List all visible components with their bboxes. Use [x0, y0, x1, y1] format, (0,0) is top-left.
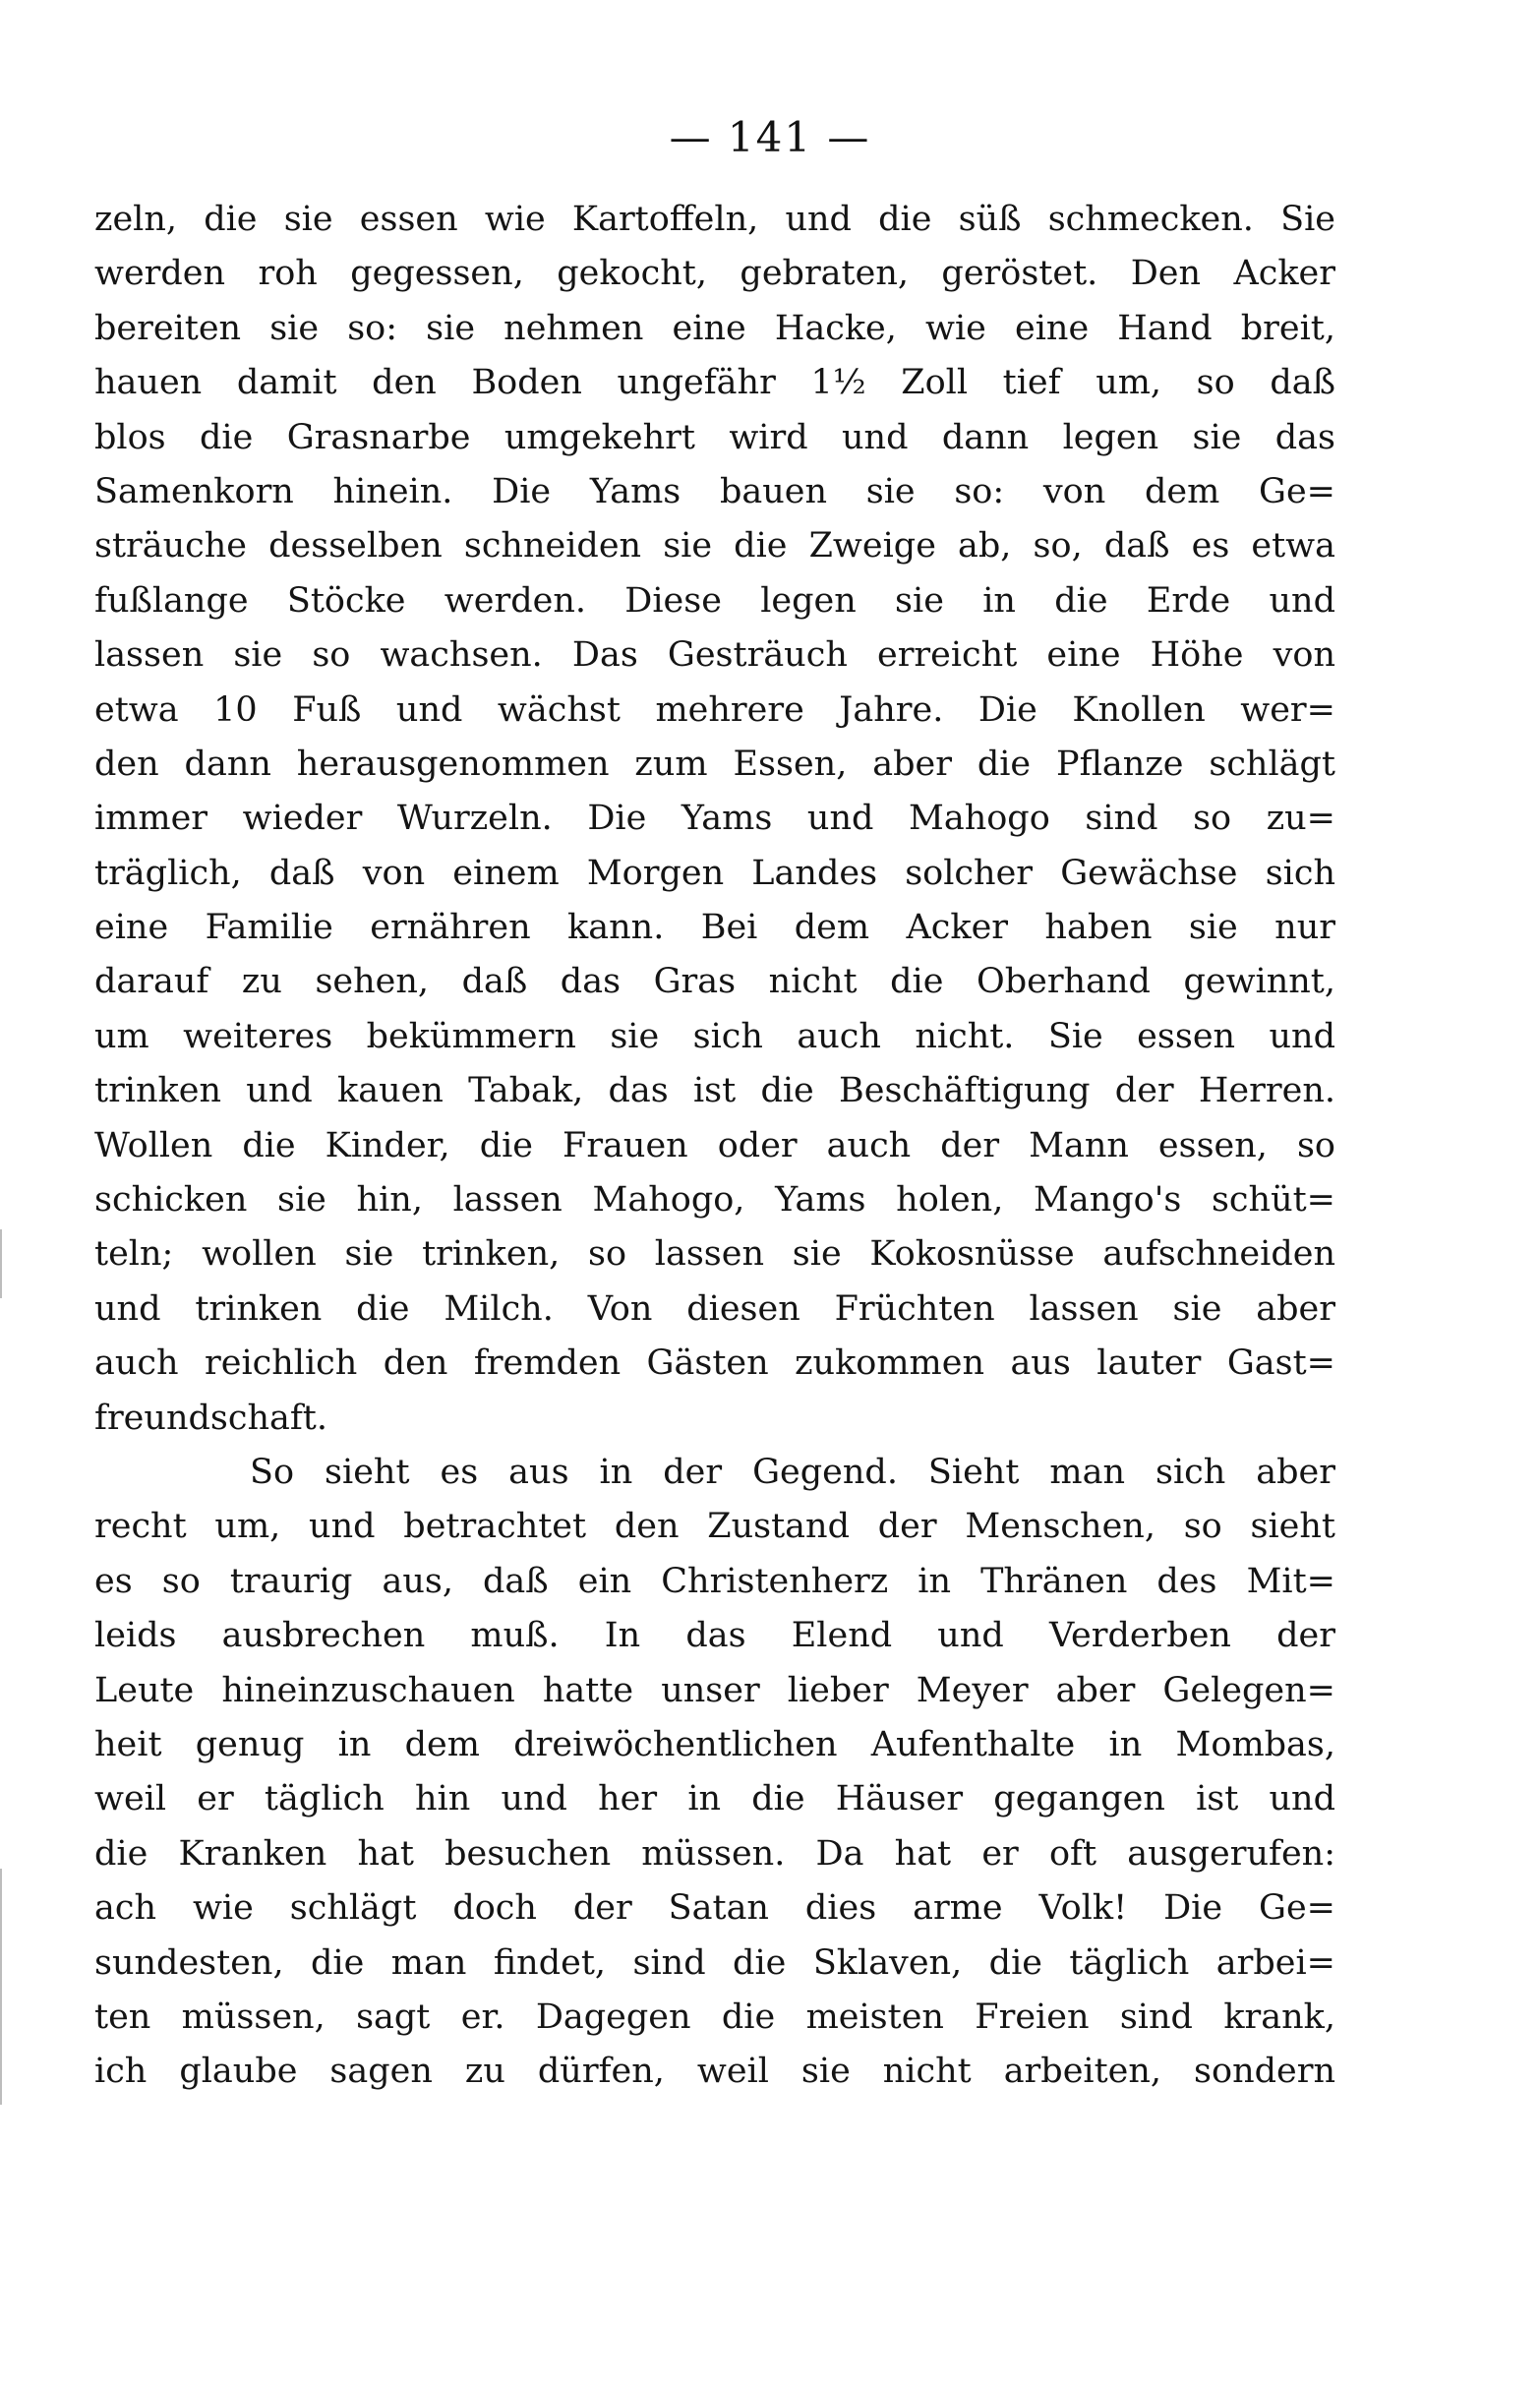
text-line: und trinken die Milch. Von diesen Früchten lassen sie aber — [94, 1288, 1335, 1329]
text-line: leids ausbrechen muß. In das Elend und Verderben der — [94, 1616, 1335, 1656]
text-line: sundesten, die man findet, sind die Sklaven, die täglich arbei= — [94, 1942, 1335, 1983]
text-line: fußlange Stöcke werden. Diese legen sie in die Erde und — [94, 580, 1335, 621]
text-line: freundschaft. — [94, 1398, 328, 1438]
text-line: trinken und kauen Tabak, das ist die Beschäftigung der Herren. — [94, 1071, 1335, 1111]
text-line: bereiten sie so: sie nehmen eine Hacke, wie eine Hand breit, — [94, 308, 1335, 348]
page-edge-mark — [0, 1869, 2, 2105]
text-line: die Kranken hat besuchen müssen. Da hat er oft ausgerufen: — [94, 1833, 1335, 1874]
text-line: Samenkorn hinein. Die Yams bauen sie so: von dem Ge= — [94, 471, 1335, 511]
page-edge-mark — [0, 1229, 2, 1298]
text-line: ich glaube sagen zu dürfen, weil sie nicht arbeiten, sondern — [94, 2052, 1335, 2092]
text-line: zeln, die sie essen wie Kartoffeln, und die süß schmecken. Sie — [94, 200, 1335, 239]
text-line: schicken sie hin, lassen Mahogo, Yams holen, Mango's schüt= — [94, 1180, 1335, 1221]
text-line: blos die Grasnarbe umgekehrt wird und dann legen sie das — [94, 417, 1335, 457]
text-line: lassen sie so wachsen. Das Gesträuch erreicht eine Höhe von — [94, 635, 1335, 676]
text-line: recht um, und betrachtet den Zustand der Menschen, so sieht — [94, 1507, 1335, 1547]
text-line: immer wieder Wurzeln. Die Yams und Mahogo sind so zu= — [94, 799, 1335, 839]
text-line: ach wie schlägt doch der Satan dies arme Volk! Die Ge= — [94, 1888, 1335, 1929]
text-line: eine Familie ernähren kann. Bei dem Acker haben sie nur — [94, 908, 1335, 948]
text-line: ten müssen, sagt er. Dagegen die meisten Freien sind krank, — [94, 1997, 1335, 2037]
text-line: auch reichlich den fremden Gästen zukommen aus lauter Gast= — [94, 1343, 1335, 1384]
text-line: träglich, daß von einem Morgen Landes solcher Gewächse sich — [94, 853, 1335, 893]
text-line: hauen damit den Boden ungefähr 1½ Zoll tief um, so daß — [94, 363, 1335, 403]
text-line: teln; wollen sie trinken, so lassen sie Kokosnüsse aufschneiden — [94, 1234, 1335, 1275]
text-line: Wollen die Kinder, die Frauen oder auch der Mann essen, so — [94, 1125, 1335, 1165]
text-line: etwa 10 Fuß und wächst mehrere Jahre. Die Knollen wer= — [94, 689, 1335, 730]
text-line: So sieht es aus in der Gegend. Sieht man sich aber — [250, 1452, 1335, 1492]
text-line: den dann herausgenommen zum Essen, aber die Pflanze schlägt — [94, 744, 1335, 784]
body-text — [94, 193, 1335, 2100]
text-line: darauf zu sehen, daß das Gras nicht die Oberhand gewinnt, — [94, 962, 1335, 1002]
text-line: weil er täglich hin und her in die Häuser gegangen ist und — [94, 1779, 1335, 1819]
text-line: werden roh gegessen, gekocht, gebraten, geröstet. Den Acker — [94, 254, 1335, 294]
text-line: um weiteres bekümmern sie sich auch nicht. Sie essen und — [94, 1016, 1335, 1056]
text-line: es so traurig aus, daß ein Christenherz in Thränen des Mit= — [94, 1561, 1335, 1601]
text-line: Leute hineinzuschauen hatte unser lieber Meyer aber Gelegen= — [94, 1670, 1335, 1710]
text-line: heit genug in dem dreiwöchentlichen Aufenthalte in Mombas, — [94, 1724, 1335, 1764]
page-number: — 141 — — [669, 113, 871, 161]
text-line: sträuche desselben schneiden sie die Zweige ab, so, daß es etwa — [94, 526, 1335, 566]
